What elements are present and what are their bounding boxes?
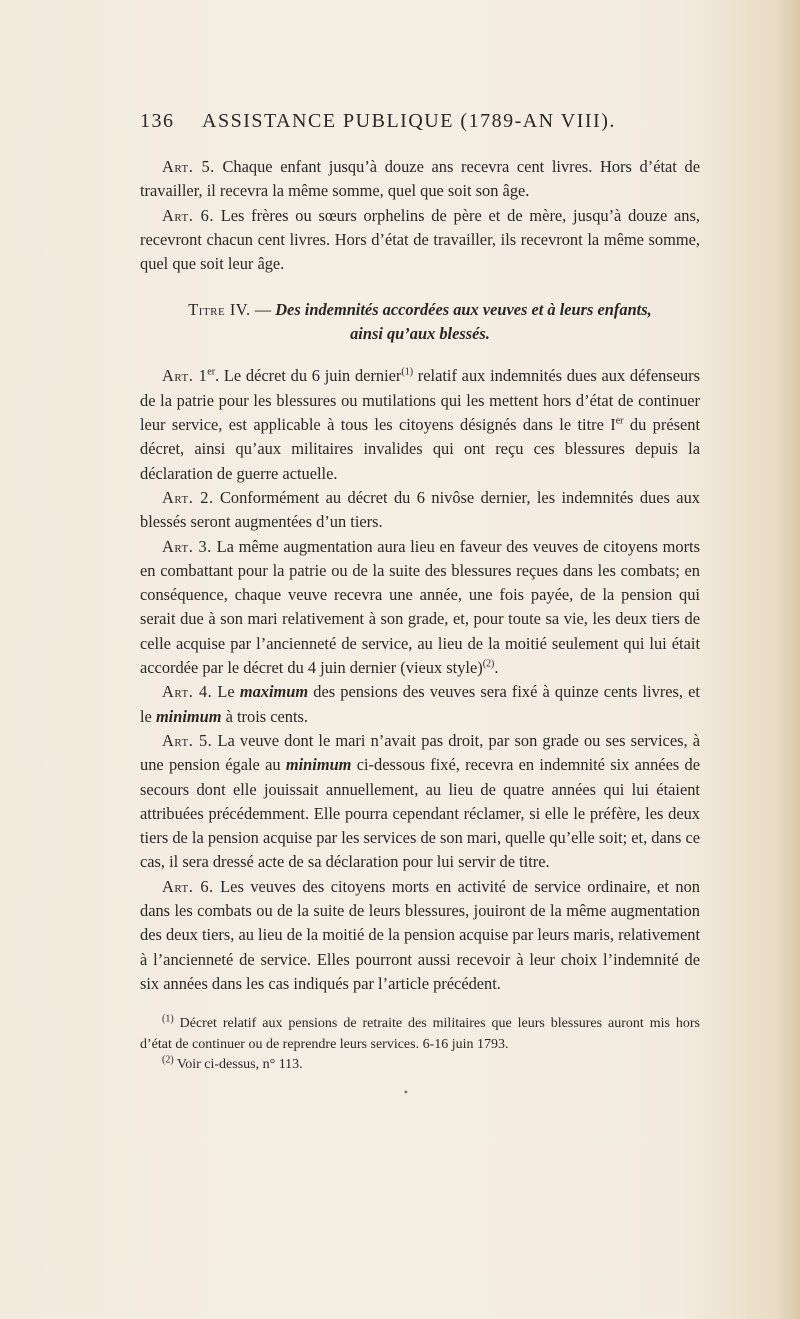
article-paragraph — [140, 364, 700, 485]
article-text: La veuve dont le mari n’avait pas droit, par son grade ou ses services, à une pension égale au — [140, 730, 700, 775]
article-paragraph — [140, 729, 700, 875]
footnote-ref[interactable]: (2) — [482, 658, 495, 670]
article-text: La même augmentation aura lieu en faveur des veuves de citoyens morts en combattant pour la patrie ou de la suite des blessures reçues dans les combats; en conséquence, chaque veuve recevra une année, une fois payée, de la pension qui serait due à son mari relativement à son grade, et, pour toute sa vie, les deux tiers de celle acquise par l’ancienneté de service, au lieu de la moitié seulement qui lui était accordée par le décret du 4 juin dernier (vieux style) — [140, 536, 700, 678]
article-paragraph — [140, 535, 700, 681]
footnote — [140, 1014, 700, 1055]
article-text: . — [494, 658, 499, 678]
page-number: 136 — [140, 110, 175, 132]
running-title: ASSISTANCE PUBLIQUE (1789-AN VIII). — [202, 110, 616, 132]
article-paragraph — [140, 486, 700, 535]
article-text: ci-dessous fixé, recevra en indemnité six années de secours dont elle jouissait annuellement, au lieu de quatre années qui lui étaient attribuées précédemment. Elle pourra cependant réclamer, si elle le préfère, les deux tiers de la pension acquise par les services de son mari, quelle qu’elle soit; et, dans ce cas, il sera dressé acte de sa déclaration pour lui servir de titre. — [140, 755, 700, 872]
article-label: Art. 6. — [162, 876, 214, 896]
article-text: Conformément au décret du 6 nivôse dernier, les indemnités dues aux blessés seront augmentées d’un tiers. — [140, 487, 700, 532]
superscript: er — [615, 415, 624, 427]
italic-term: maximum — [239, 682, 309, 702]
italic-term: minimum — [155, 706, 222, 726]
article-text: Les frères ou sœurs orphelins de père et de mère, jusqu’à douze ans, recevront chacun cent livres. Hors d’état de travailler, ils recevront la même somme, quel que soit leur âge. — [140, 205, 700, 274]
footnote-mark: (2) — [162, 1054, 174, 1066]
article-text: Chaque enfant jusqu’à douze ans recevra cent livres. Hors d’état de travailler, il recevra la même somme, quel que soit son âge. — [140, 157, 700, 201]
footnotes — [140, 1014, 700, 1076]
article-label: Art. 1 — [162, 366, 208, 386]
article-text: relatif aux indemnités dues aux défenseurs de la patrie pour les blessures ou mutilations qui les mettent hors d’état de continuer leur service, est applicable à tous les citoyens désignés dans le titre I — [140, 366, 700, 435]
article-text: du présent décret, ainsi qu’aux militaires invalides qui ont reçu ces blessures depuis la déclaration de guerre actuelle. — [140, 415, 700, 483]
titre-heading-line1: Des indemnités accordées aux veuves et à leurs enfants, — [275, 300, 652, 320]
ornament-dot: • — [403, 1088, 409, 1099]
article-text: . Le décret du 6 juin dernier — [215, 366, 402, 386]
article-text: des pensions des veuves sera fixé à quinze cents livres, et le — [140, 682, 700, 726]
article-paragraph — [140, 155, 700, 204]
titre-label: Titre IV. — [188, 300, 251, 320]
italic-term: minimum — [285, 755, 352, 775]
article-label: Art. 2. — [162, 487, 214, 507]
titre-heading-line2: ainsi qu’aux blessés. — [350, 324, 490, 344]
article-label: Art. 6. — [162, 205, 214, 225]
article-label: Art. 3. — [162, 536, 212, 556]
footnote-text: Voir ci-dessus, n° 113. — [176, 1057, 303, 1072]
article-paragraph — [140, 680, 700, 729]
article-label: Art. 4. — [162, 682, 213, 702]
footnote-ref[interactable]: (1) — [401, 367, 414, 379]
footnote — [140, 1055, 700, 1076]
footnote-text: Décret relatif aux pensions de retraite des militaires que leurs blessures auront mis hors d’état de continuer ou de reprendre leurs services. 6-16 juin 1793. — [140, 1016, 701, 1052]
article-paragraph — [140, 204, 700, 277]
article-text: Le — [217, 682, 240, 702]
article-text: à trois cents. — [221, 706, 309, 726]
main-text — [140, 155, 700, 996]
section-heading — [140, 298, 700, 346]
article-text: Les veuves des citoyens morts en activité de service ordinaire, et non dans les combats ou de la suite de leurs blessures, jouiront de la même augmentation des deux tiers, au lieu de la moitié de la pension acquise par leurs maris, relativement à l’ancienneté de service. Elles pourront aussi recevoir à leur choix l’indemnité de six années dans les cas indiqués par l’article précédent. — [140, 876, 700, 993]
superscript: er — [207, 367, 216, 379]
article-label: Art. 5. — [162, 157, 215, 176]
article-paragraph — [140, 875, 700, 996]
running-header — [140, 110, 700, 133]
footnote-mark: (1) — [162, 1013, 174, 1025]
titre-dash: — — [254, 300, 272, 320]
article-label: Art. 5. — [162, 730, 213, 750]
